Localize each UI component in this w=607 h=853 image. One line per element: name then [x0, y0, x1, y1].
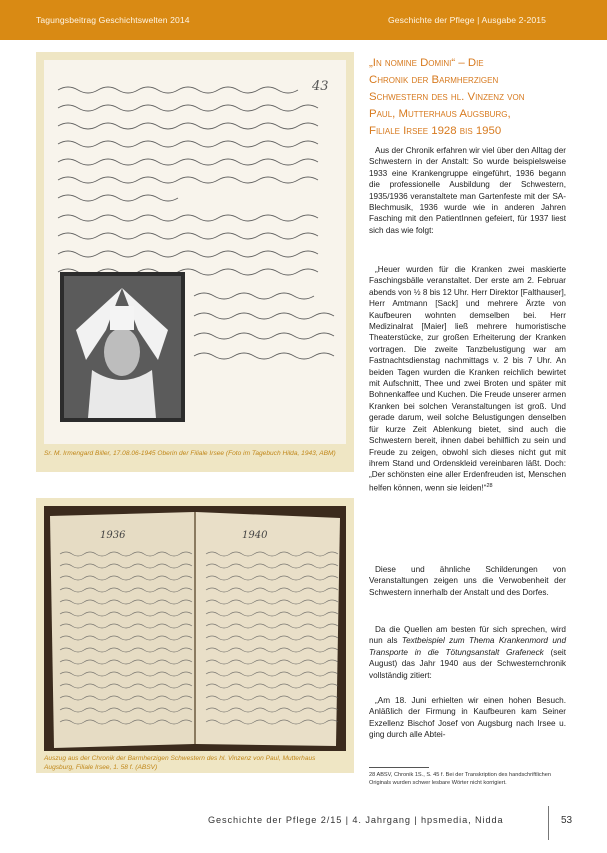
title-line: Paul, Mutterhaus Augsburg, [369, 108, 511, 120]
figure-2-caption: Auszug aus der Chronik der Barmherzigen Schwestern des hl. Vinzenz von Paul, Mutterhaus Augsburg, Filiale Irsee, 1. 58 f. (ABSV) [44, 755, 316, 771]
header-bar [0, 0, 607, 40]
footer-divider [548, 806, 549, 840]
page-number: 53 [561, 815, 573, 826]
body-quote-2: „Am 18. Juni erhielten wir einen hohen Besuch. Anläßlich der Firmung in Kaufbeuren kam Seiner Exzellenz Bischof Josef von Augsburg nach Irsee u. ging durch alle Abtei- [369, 696, 566, 740]
chronicle-year-left: 1936 [100, 530, 126, 541]
title-line: „In nomine Domini“ – Die [369, 57, 484, 69]
footnote-ref: 28 [486, 482, 493, 489]
chronicle-book-image [44, 506, 346, 751]
footnote: 28 ABSV, Chronik 1S., S. 45 f. Bei der Transkription des handschriftlichen Originals wurden schwer lesbare Wörter nicht korrigiert. [369, 772, 552, 786]
header-right-text: Geschichte der Pflege | Ausgabe 2-2015 [388, 15, 546, 25]
footnote-rule [369, 767, 429, 768]
title-line: Schwestern des hl. Vinzenz von [369, 91, 525, 103]
title-line: Filiale Irsee 1928 bis 1950 [369, 125, 502, 137]
figure-1-caption: Sr. M. Irmengard Biller, 17.08.06-1945 Oberin der Filiale Irsee (Foto im Tagebuch Hilda, 1943, ABM) [44, 450, 336, 457]
title-line: Chronik der Barmherzigen [369, 74, 499, 86]
body-paragraph-4: Da die Quellen am besten für sich sprechen, wird nun als Textbeispiel zum Thema Krankenmord und Transporte in die Tötungsanstalt Grafeneck (seit August) das Jahr 1940 aus der Schwesternchronik vollständig zitiert: [369, 625, 567, 680]
chronicle-year-right: 1940 [242, 530, 268, 541]
footer-journal-info: Geschichte der Pflege 2/15 | 4. Jahrgang | hpsmedia, Nidda [208, 815, 504, 825]
article-title [369, 55, 569, 140]
manuscript-page-number: 43 [312, 79, 329, 94]
manuscript-page-image [44, 60, 346, 444]
body-quote-1: „Heuer wurden für die Kranken zwei maskierte Faschingsbälle veranstaltet. Der erste am 2. Februar abends von ½ 8 bis 12 Uhr. Herr Direktor [Falthauser], Herr Amtmann [Sack] und mehrere Ärzte von Kaufbeuren wohnten demselben bei. Herr Medizinalrat [Maier] ließ mehrere humoristische Theaterstücke, zur großen Erheiterung der Kranken vortragen. Die zweite Tanzbelustigung war am Fastnachtsdienstag nachmittags v. 2 bis 7 Uhr. An beiden Tagen wurden die Kranken reichlich bewirtet mit Aufschnitt, Thee und zwei Broten und später mit Bohnenkaffee und Kuchen. Die Freude unserer armen Kranken bei solchen Veranstaltungen ist groß. Und gerade darum, weil solche Belustigungen denselben für kurze Zeit Ablenkung bietet, sind auch die Schwestern bereit, ihnen dabei behilflich zu sein und Freude zu zeigen, obwohl sich dieses nicht gut mit ihrem Stand und Ordenskleid vereinbaren läßt. Doch: „Der schönsten eine aller Erdenfreuden ist, Menschen helfen können, wenn sie leiden!“$^{28}$ [369, 265, 566, 493]
body-paragraph-3: Diese und ähnliche Schilderungen von Veranstaltungen zeigen uns die Verwobenheit der Schwestern innerhalb der Anstalt und des Dorfes. [369, 565, 566, 597]
header-left-text: Tagungsbeitrag Geschichtswelten 2014 [36, 15, 190, 25]
nun-portrait-photo [60, 272, 185, 422]
body-paragraph-1: Aus der Chronik erfahren wir viel über den Alltag der Schwestern in der Anstalt: So wurde beispielsweise 1933 eine Krankengruppe eingeführt, 1936 begann die professionelle Ausbildung der Schwestern, 1935/1936 veranstaltete man Gartenfeste mit der SA-Blechmusik, 1936 wurde wie in anderen Jahren Fasching mit den PatientInnen gefeiert, für 1937 liest sich das wie folgt: [369, 146, 566, 235]
